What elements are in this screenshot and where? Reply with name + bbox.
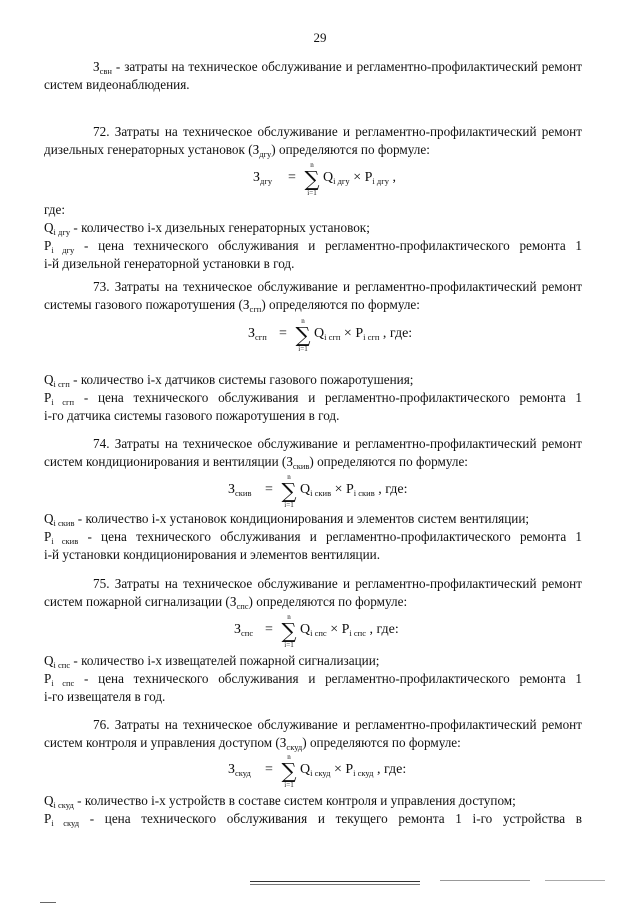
sum-icon: n ∑ i=1 [281,473,297,509]
sum-icon: n ∑ i=1 [281,613,297,649]
intro-paragraph [44,58,582,94]
intro-line-2: систем видеонаблюдения. [44,77,190,92]
section-74-heading: 74. Затраты на техническое обслуживание и регламентно-профилактический ремонт систем кондиционирования и вентиляции $(З_{скив})$ определяются по формуле: [44,436,582,471]
formula-75: $З_{спс}$ = n ∑ i=1 $Q_{i спс} \times P_{i спс}$ , где: [234,613,399,649]
section-73-heading: 73. Затраты на техническое обслуживание и регламентно-профилактический ремонт системы газового пожаротушения $(З_{сгп})$ определяются по формуле: [44,279,582,314]
sum-icon: n ∑ i=1 [295,317,311,353]
section-76-definitions: $Q_{i скуд}$ - количество i-х устройств в составе систем контроля и управления доступом; $P_{i скуд}$ - цена технического обслуживания и текущего ремонта 1 i-го устройства в [44,793,582,828]
formula-72: $З_{дгу}$ = n ∑ i=1 $Q_{i дгу} \times P_{i дгу}$ , [253,161,396,197]
footer-rule [250,881,420,882]
formula-74: $З_{скив}$ = n ∑ i=1 $Q_{i скив} \times P_{i скив}$ , где: [228,473,408,509]
section-75-definitions: $Q_{i спс}$ - количество i-х извещателей пожарной сигнализации; $P_{i спс}$ - цена технического обслуживания и регламентно-профилактического ремонта 1 i-го извещателя в год. [44,653,582,704]
footer-rule [250,884,420,885]
sum-icon: n ∑ i=1 [281,753,297,789]
section-73-definitions: $Q_{i сгп}$ - количество i-х датчиков системы газового пожаротушения; $P_{i сгп}$ - цена технического обслуживания и регламентно-профилактического ремонта 1 i-го датчика системы газового пожаротушения в год. [44,372,583,423]
section-74-definitions: $Q_{i скив}$ - количество i-х установок кондиционирования и элементов систем вентиляции; $P_{i скив}$ - цена технического обслуживания и регламентно-профилактического ремонта 1 i-й установки кондиционирования и элементов вентиляции. [44,511,582,562]
intro-line-1: $З_{свн}$ - затраты на техническое обслуживание и регламентно-профилактический ремонт [93,59,582,76]
formula-73: $З_{сгп}$ = n ∑ i=1 $Q_{i сгп} \times P_{i сгп}$ , где: [248,317,413,353]
section-75-heading: 75. Затраты на техническое обслуживание и регламентно-профилактический ремонт систем пожарной сигнализации $(З_{спс})$ определяются по формуле: [44,576,582,611]
section-72-heading: 72. Затраты на техническое обслуживание и регламентно-профилактический ремонт дизельных генераторных установок $(З_{дгу})$ определяются по формуле: [44,124,582,159]
footer-rule [440,880,530,881]
formula-76: $З_{скуд}$ = n ∑ i=1 $Q_{i скуд} \times P_{i скуд}$ , где: [228,753,407,789]
footer-rule [545,880,605,881]
sum-icon: n ∑ i=1 [304,161,320,197]
section-72-definitions: где: $Q_{i дгу}$ - количество i-х дизельных генераторных установок; $P_{i дгу}$ - цена технического обслуживания и регламентно-профилактического ремонта 1 i-й дизельной генераторной установки в год. [44,202,582,271]
footer-mark [40,902,56,903]
page-number: 29 [313,30,327,45]
section-76-heading: 76. Затраты на техническое обслуживание и регламентно-профилактический ремонт систем контроля и управления доступом $(З_{скуд})$ определяются по формуле: [44,717,582,752]
